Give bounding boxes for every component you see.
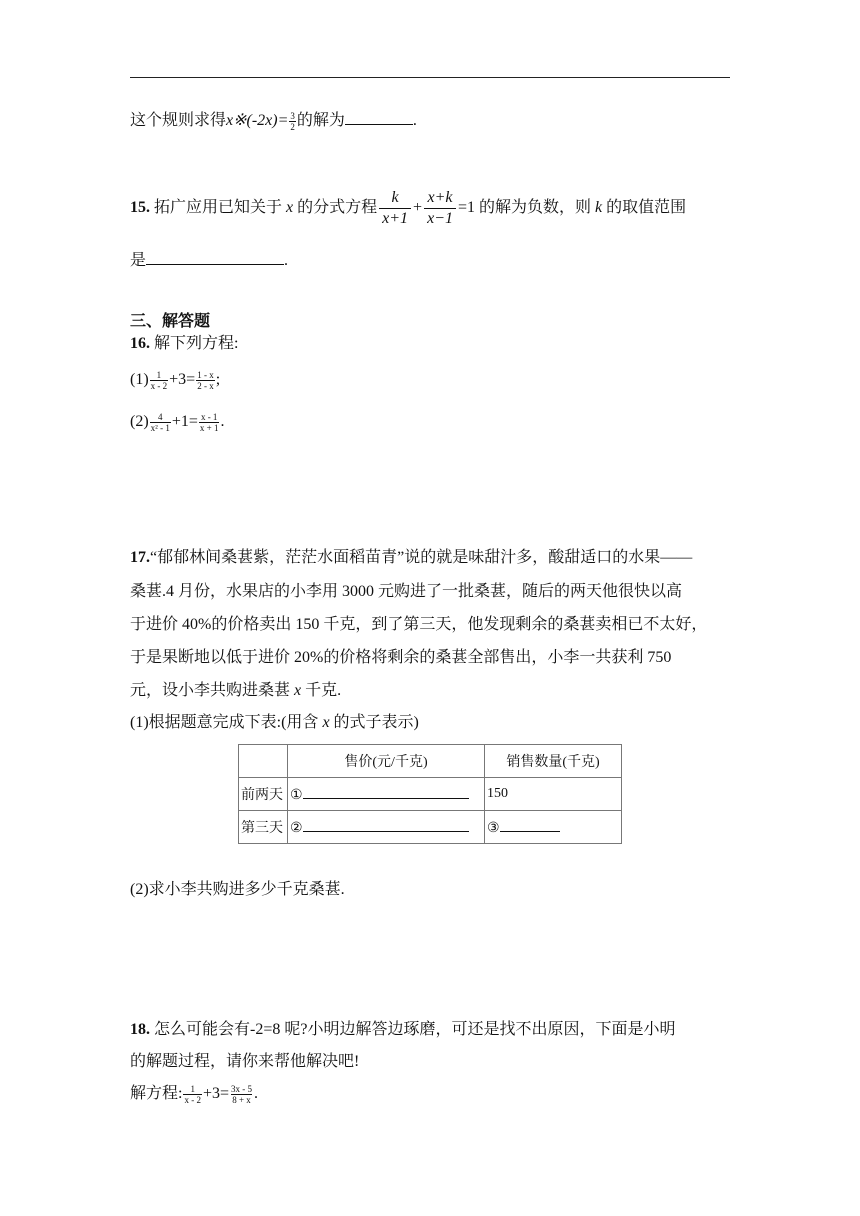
q16-p1-fraction-2: $\frac{1 - x}{2 - x}$ [197,369,214,391]
q14-expression: x※(-2x)= [226,112,289,129]
table-row-label: 第三天 [239,811,288,844]
q16-number: 16. [130,335,150,352]
header-rule [130,77,730,78]
table-row-label: 前两天 [239,778,288,811]
q17-part1: (1)根据题意完成下表:(用含 x 的式子表示) [130,714,419,731]
q17-table [238,744,622,844]
q17-line5: 元，设小李共购进桑葚 x 千克. [130,682,342,699]
q14-answer-blank[interactable] [345,110,413,125]
table-cell-blank-1[interactable]: ① [288,778,485,811]
table-header-quantity: 销售数量(千克) [485,745,622,778]
table-cell-blank-2[interactable]: ② [288,811,485,844]
table-row [239,745,622,778]
q14-fraction: $\frac{3}{2}$ [290,110,295,132]
q16-p2-fraction-2: $\frac{x - 1}{x + 1}$ [199,411,219,433]
table-cell-blank-3[interactable]: ③ [485,811,622,844]
q16-part1: (1) $\frac{1}{x - 2}$ +3= $\frac{1 - x}{2 - x}$ ; [130,369,221,391]
q14-prefix: 这个规则求得 [130,112,227,129]
table-header-price: 售价(元/千克) [288,745,485,778]
q16-part2: (2) $\frac{4}{\text{x² - 1}}$ +1= $\frac{x - 1}{x + 1}$ . [130,411,225,433]
q15-fraction-1: $\frac{k}{x+1}$ [379,188,411,229]
q15-line2: 是 . [130,252,289,269]
table-cell [239,745,288,778]
q16-p2-fraction-1: $\frac{4}{\text{x² - 1}}$ [150,411,170,433]
q17-line4: 于是果断地以低于进价 20%的价格将剩余的桑葚全部售出，小李一共获利 750 [130,649,672,666]
q16-line: 16. 解下列方程: [130,335,239,352]
section-title: 三、解答题 [130,313,211,330]
q14-suffix: 的解为 [296,112,345,129]
q16-p1-fraction-1: $\frac{1}{x - 2}$ [150,369,168,391]
table-row [239,778,622,811]
q18-equation: 解方程: $\frac{1}{x - 2}$ +3= $\frac{3x - 5}{8 + x}$ . [130,1083,258,1105]
q15-line1: 15. 拓广应用已知关于 x 的分式方程 $\frac{k}{x+1}$ + $\frac{x+k}{x-1}$ =1 的解为负数，则 k 的取值范围 [130,188,687,227]
q18-line2: 的解题过程，请你来帮他解决吧! [130,1053,360,1070]
q17-line2: 桑葚.4 月份，水果店的小李用 3000 元购进了一批桑葚，随后的两天他很快以高 [130,583,683,600]
q17-line1: 17.“郁郁林间桑葚紫，茫茫水面稻苗青”说的就是味甜汁多，酸甜适口的水果—— [130,549,693,566]
q18-number: 18. [130,1021,150,1038]
q15-answer-blank[interactable] [146,250,284,265]
table-row [239,811,622,844]
q15-fraction-2: $\frac{x+k}{x-1}$ [424,188,456,229]
q17-number: 17. [130,549,150,566]
q18-line1: 18. 怎么可能会有-2=8 呢?小明边解答边琢磨，可还是找不出原因，下面是小明 [130,1021,676,1038]
q14-line: 这个规则求得x※(-2x)= $\frac{3}{2}$ 的解为 . [130,110,417,132]
table-cell: 150 [485,778,622,811]
q17-part2: (2)求小李共购进多少千克桑葚. [130,881,345,898]
q18-fraction-2: $\frac{3x - 5}{8 + x}$ [231,1083,252,1105]
q18-fraction-1: $\frac{1}{x - 2}$ [184,1083,201,1105]
q15-number: 15. [130,199,150,216]
q17-line3: 于进价 40%的价格卖出 150 千克，到了第三天，他发现剩余的桑葚卖相已不太好， [130,616,708,633]
